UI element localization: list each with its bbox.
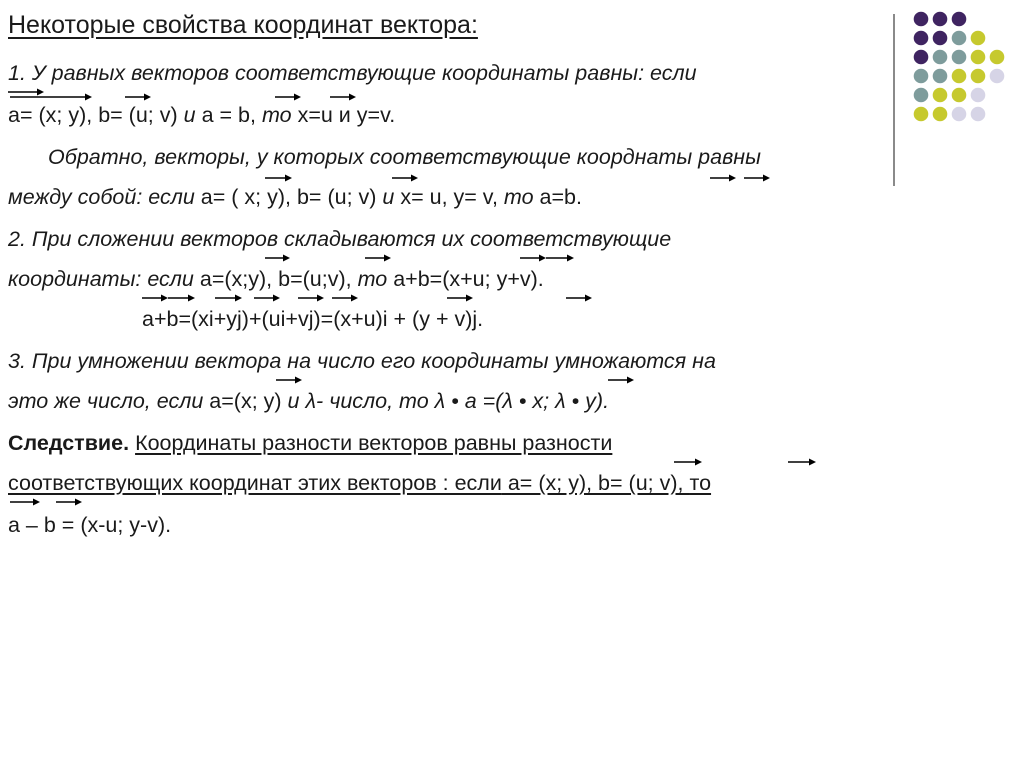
text-segment: соответствующих координат этих векторов : если	[8, 471, 502, 495]
decorative-dot	[952, 88, 967, 103]
text-segment: a= (x; y), b= (u; v),	[501, 471, 690, 495]
decorative-dot	[914, 50, 929, 65]
vector-arrow-head	[567, 255, 574, 262]
consequence-line-3: a – b = (x-u; y-v).	[8, 513, 172, 537]
vector-arrow-head	[273, 295, 280, 302]
property-1-line-3: Обратно, векторы, у которых соответствующие коорднаты равны	[48, 145, 761, 169]
property-3-line-2	[8, 388, 609, 414]
property-1-line-4	[8, 184, 582, 210]
vector-arrow-head	[627, 377, 634, 384]
decorative-dot	[990, 50, 1005, 65]
decorative-dot	[933, 107, 948, 122]
text-segment: a= (x; y), b= (u; v)	[8, 103, 184, 127]
decorative-dot	[933, 50, 948, 65]
property-2-line-1: 2. При сложении векторов складываются их соответствующие	[8, 227, 672, 251]
property-3-line-1: 3. При умножении вектора на число его координаты умножаются на	[8, 349, 716, 373]
vector-arrow-head	[161, 295, 168, 302]
text-segment: то	[261, 103, 292, 127]
decorative-dot	[952, 12, 967, 27]
decorative-vertical-rule	[893, 14, 895, 186]
vector-arrow-head	[539, 255, 546, 262]
text-segment: то	[357, 267, 388, 291]
decorative-dot	[933, 69, 948, 84]
text-segment: то	[503, 185, 534, 209]
property-2-line-2	[8, 266, 544, 292]
decorative-dot	[914, 31, 929, 46]
vector-arrow-head	[466, 295, 473, 302]
vector-arrow-head	[188, 295, 195, 302]
decorative-dot	[971, 50, 986, 65]
decorative-dot	[990, 69, 1005, 84]
decorative-dot	[971, 88, 986, 103]
text-segment: a=(x; y)	[209, 389, 288, 413]
text-segment: и λ- число, то λ • a =(λ • x; λ • y).	[287, 389, 610, 413]
text-segment: и	[183, 103, 196, 127]
text-segment: a= ( x; y), b= (u; v)	[200, 185, 383, 209]
consequence-label: Следствие.	[8, 431, 130, 455]
consequence-line-2	[8, 470, 711, 496]
decorative-dot	[971, 31, 986, 46]
text-segment: между собой: если	[8, 185, 201, 209]
property-1-line-2	[8, 102, 395, 128]
text-segment: x= u, y= v,	[394, 185, 504, 209]
vector-arrow-head	[33, 499, 40, 506]
text-segment: a=b.	[533, 185, 582, 209]
text-segment: и	[382, 185, 395, 209]
vector-arrow-head	[809, 459, 816, 466]
vector-arrow-head	[235, 295, 242, 302]
decorative-dot	[933, 31, 948, 46]
text-segment: Координаты разности векторов равны разности	[135, 431, 613, 455]
slide-title: Некоторые свойства координат вектора:	[8, 11, 478, 39]
decorative-dot	[933, 12, 948, 27]
consequence-line-1	[8, 430, 612, 456]
text-segment: a=(x;y), b=(u;v),	[199, 267, 358, 291]
vector-arrow-head	[351, 295, 358, 302]
vector-arrow-head	[384, 255, 391, 262]
decorative-dot	[914, 69, 929, 84]
decorative-dot	[914, 88, 929, 103]
text-segment: то	[689, 471, 712, 495]
text-segment: a+b=(x+u; y+v).	[387, 267, 544, 291]
decorative-dot	[952, 107, 967, 122]
text-segment: это же число, если	[8, 389, 210, 413]
vector-arrow-head	[695, 459, 702, 466]
vector-arrow-head	[317, 295, 324, 302]
text-segment: x=u и y=v.	[291, 103, 396, 127]
vector-arrow-head	[283, 255, 290, 262]
vector-arrow-head	[295, 377, 302, 384]
decorative-dot	[952, 31, 967, 46]
decorative-dot	[914, 12, 929, 27]
decorative-dot	[952, 50, 967, 65]
decorative-dot	[971, 107, 986, 122]
decorative-dot	[952, 69, 967, 84]
text-segment: a = b,	[195, 103, 262, 127]
text-segment: координаты: если	[8, 267, 200, 291]
vector-arrow-head	[585, 295, 592, 302]
property-2-line-3: a+b=(xi+yj)+(ui+vj)=(x+u)i + (y + v)j.	[142, 307, 484, 331]
decorative-dot	[933, 88, 948, 103]
property-1-line-1: 1. У равных векторов соответствующие координаты равны: если	[8, 61, 697, 85]
vector-arrow-head	[75, 499, 82, 506]
decorative-dot	[971, 69, 986, 84]
decorative-dot	[914, 107, 929, 122]
